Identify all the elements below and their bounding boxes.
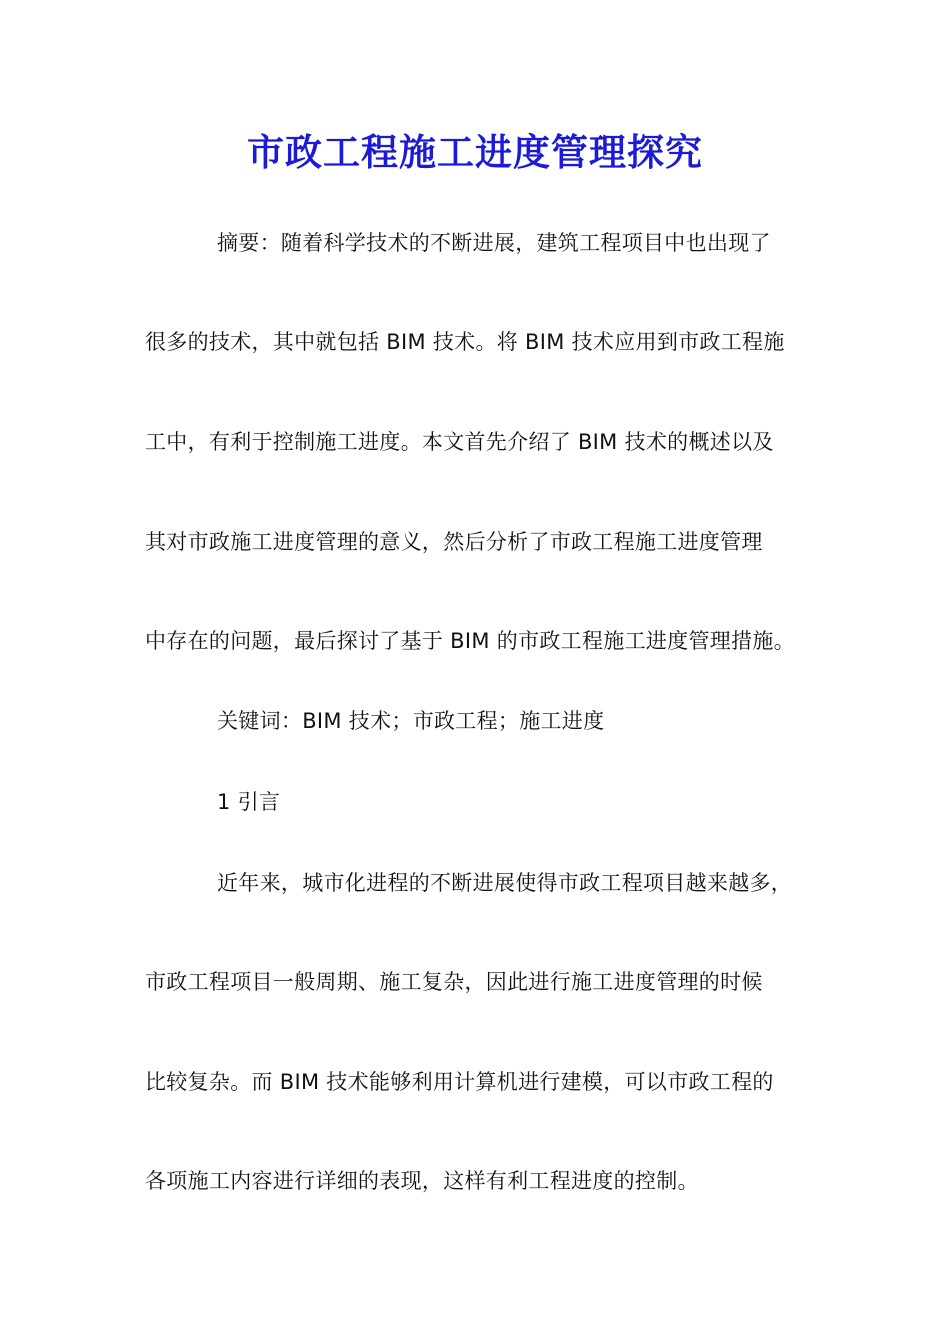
intro-line-4: 各项施工内容进行详细的表现，这样有利工程进度的控制。 (145, 1169, 699, 1193)
section-heading: 1 引言 (217, 790, 281, 814)
document-title: 市政工程施工进度管理探究 (247, 130, 703, 174)
abstract-line-3: 工中，有利于控制施工进度。本文首先介绍了 BIM 技术的概述以及 (145, 430, 774, 454)
abstract-line-2: 很多的技术，其中就包括 BIM 技术。将 BIM 技术应用到市政工程施 (145, 330, 785, 354)
intro-line-1: 近年来，城市化进程的不断进展使得市政工程项目越来越多， (217, 871, 793, 895)
abstract-line-5: 中存在的问题，最后探讨了基于 BIM 的市政工程施工进度管理措施。 (145, 629, 795, 653)
intro-line-3: 比较复杂。而 BIM 技术能够利用计算机进行建模，可以市政工程的 (145, 1070, 774, 1094)
abstract-line-4: 其对市政施工进度管理的意义，然后分析了市政工程施工进度管理 (145, 530, 763, 554)
abstract-line-1: 摘要：随着科学技术的不断进展，建筑工程项目中也出现了 (217, 231, 771, 255)
keywords: 关键词：BIM 技术；市政工程；施工进度 (217, 709, 605, 733)
intro-line-2: 市政工程项目一般周期、施工复杂，因此进行施工进度管理的时候 (145, 970, 763, 994)
